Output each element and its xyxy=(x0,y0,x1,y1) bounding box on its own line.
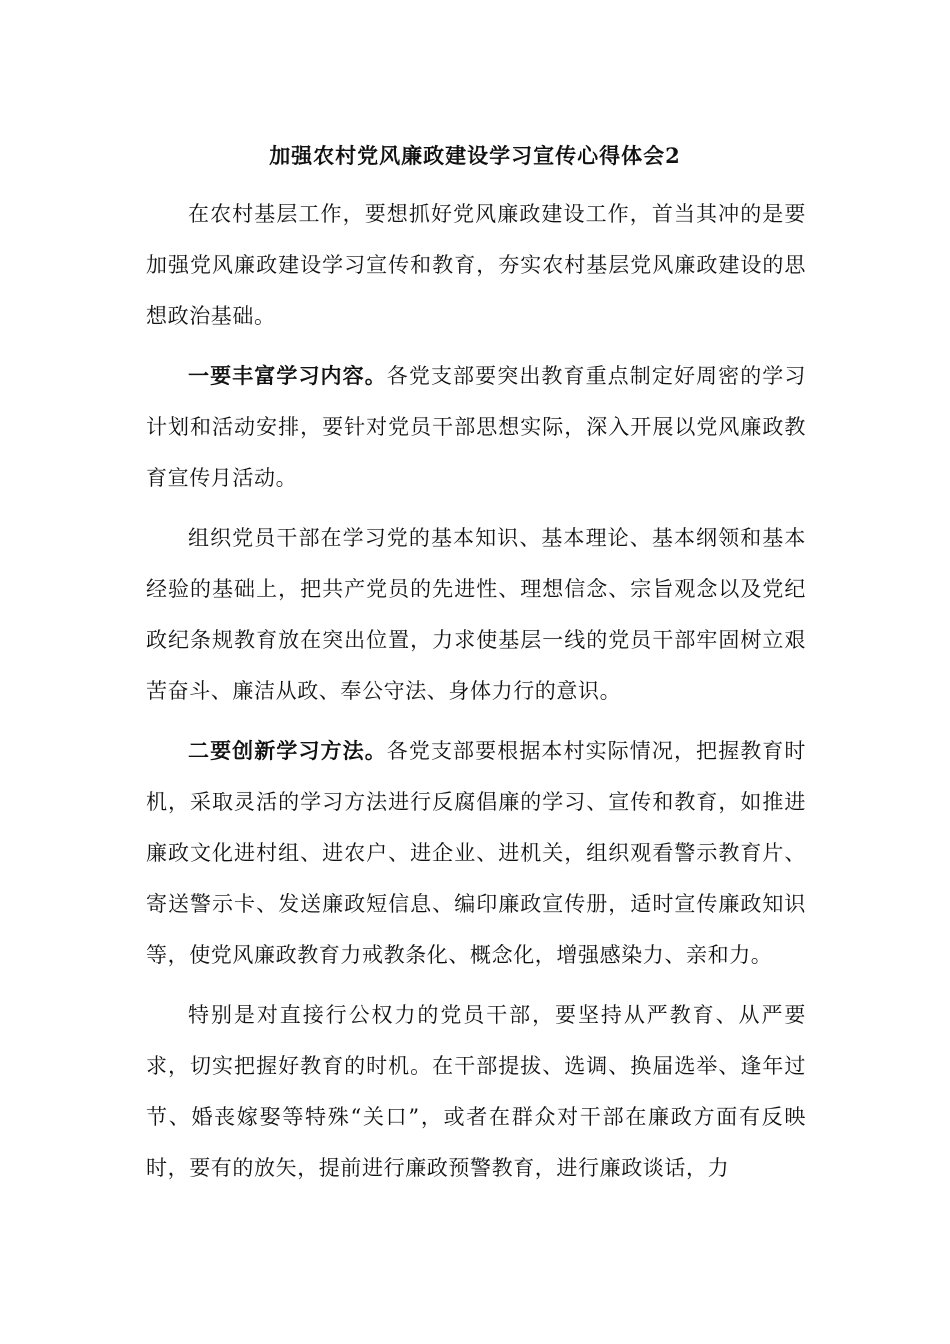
paragraph-strict-education xyxy=(146,989,806,1194)
paragraph-text: 各党支部要突出教育重点制定好周密的学习计划和活动安排，要针对党员干部思想实际，深入开展以党风廉政教育宣传月活动。 xyxy=(146,364,806,490)
paragraph-text: 特别是对直接行公权力的党员干部，要坚持从严教育、从严要求，切实把握好教育的时机。在干部提拔、选调、换届选举、逢年过节、婚丧嫁娶等特殊“关口”，或者在群众对干部在廉政方面有反映时，要有的放矢，提前进行廉政预警教育，进行廉政谈话，力 xyxy=(146,1003,806,1180)
paragraph-intro xyxy=(146,188,806,342)
paragraph-enrich-content xyxy=(146,350,806,504)
paragraph-lead: 一要丰富学习内容。 xyxy=(188,363,387,388)
document-title: 加强农村党风廉政建设学习宣传心得体会2 xyxy=(269,143,681,168)
paragraph-innovate-methods xyxy=(146,725,806,981)
document-body xyxy=(146,188,806,1202)
paragraph-text: 各党支部要根据本村实际情况，把握教育时机，采取灵活的学习方法进行反腐倡廉的学习、宣传和教育，如推进廉政文化进村组、进农户、进企业、进机关，组织观看警示教育片、寄送警示卡、发送廉政短信息、编印廉政宣传册，适时宣传廉政知识等，使党风廉政教育力戒教条化、概念化，增强感染力、亲和力。 xyxy=(146,739,806,967)
paragraph-text: 在农村基层工作，要想抓好党风廉政建设工作，首当其冲的是要加强党风廉政建设学习宣传和教育，夯实农村基层党风廉政建设的思想政治基础。 xyxy=(146,202,806,328)
paragraph-organize-study xyxy=(146,512,806,717)
paragraph-text: 组织党员干部在学习党的基本知识、基本理论、基本纲领和基本经验的基础上，把共产党员的先进性、理想信念、宗旨观念以及党纪政纪条规教育放在突出位置，力求使基层一线的党员干部牢固树立艰苦奋斗、廉洁从政、奉公守法、身体力行的意识。 xyxy=(146,526,806,703)
paragraph-lead: 二要创新学习方法。 xyxy=(188,738,387,763)
